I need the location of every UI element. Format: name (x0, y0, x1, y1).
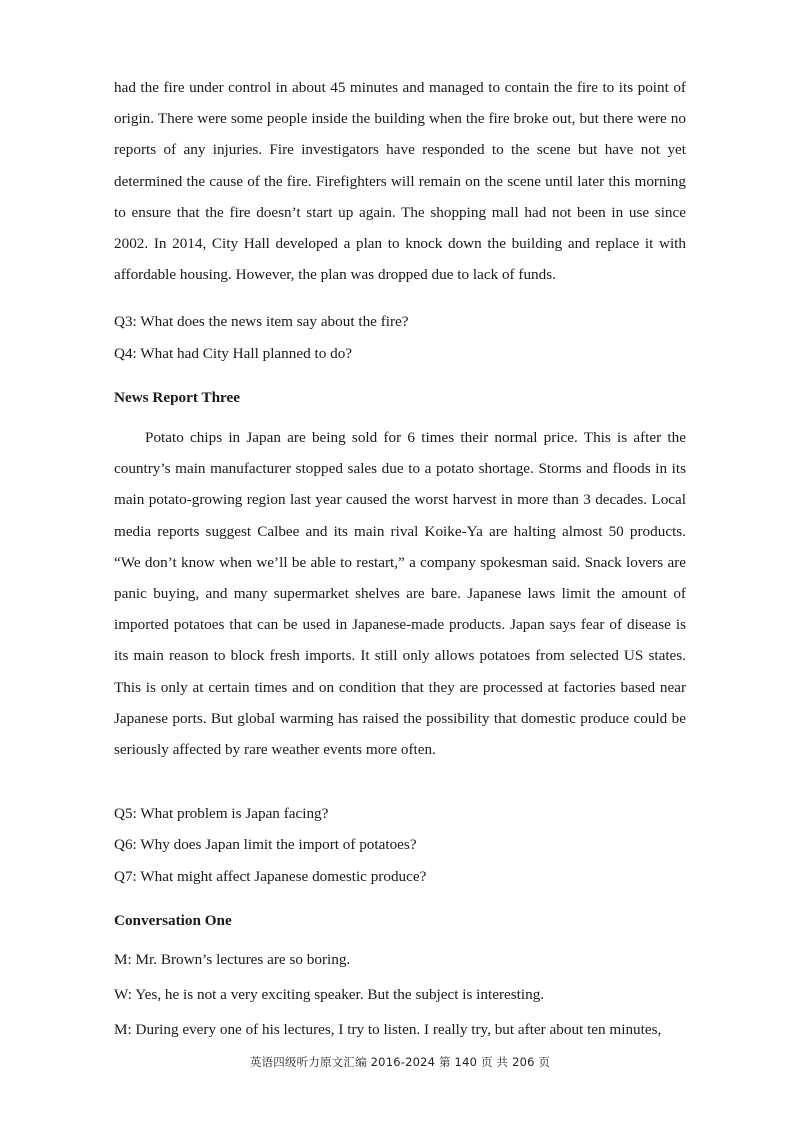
document-page (114, 72, 686, 1046)
question-5: Q5: What problem is Japan facing? (114, 805, 329, 823)
news-three-paragraph: Potato chips in Japan are being sold for 6 times their normal price. This is after the country’s main manufacturer stopped sales due to a potato shortage. Storms and floods in its main potato-growing region last year caused the worst harvest in more than 3 decades. Local media reports suggest Calbee and its main rival Koike-Ya are halting almost 50 products. “We don’t know when we’ll be able to restart,” a company spokesman said. Snack lovers are panic buying, and many supermarket shelves are bare. Japanese laws limit the amount of imported potatoes that can be used in Japanese-made products. Japan says fear of disease is its main reason to block fresh imports. It still only allows potatoes from selected US states. This is only at certain times and on condition that they are processed at factories based near Japanese ports. But global warming has raised the possibility that domestic produce could be seriously affected by rare weather events more often. (114, 429, 686, 759)
news-three-questions (114, 798, 686, 892)
page-footer: 英语四级听力原文汇编 2016-2024 第 140 页 共 206 页 (249, 1055, 551, 1069)
conversation-one-heading: Conversation One (114, 911, 232, 929)
question-4: Q4: What had City Hall planned to do? (114, 344, 353, 362)
dialogue-line: M: Mr. Brown’s lectures are so boring. (114, 951, 351, 969)
news-two-paragraph: had the fire under control in about 45 minutes and managed to contain the fire to its point of origin. There were some people inside the building when the fire broke out, but there were no reports of any injuries. Fire investigators have responded to the scene but have not yet determined the cause of the fire. Firefighters will remain on the scene until later this morning to ensure that the fire doesn’t start up again. The shopping mall had not been in use since 2002. In 2014, City Hall developed a plan to knock down the building and replace it with affordable housing. However, the plan was dropped due to lack of funds. (114, 79, 686, 284)
question-7: Q7: What might affect Japanese domestic produce? (114, 867, 427, 885)
news-report-three-heading: News Report Three (114, 388, 240, 406)
conversation-one-dialogue (114, 944, 686, 1046)
question-3: Q3: What does the news item say about the fire? (114, 313, 409, 331)
dialogue-line: M: During every one of his lectures, I try to listen. I really try, but after about ten minutes, (114, 1021, 662, 1039)
dialogue-line: W: Yes, he is not a very exciting speaker. But the subject is interesting. (114, 986, 545, 1004)
news-two-questions (114, 306, 686, 368)
question-6: Q6: Why does Japan limit the import of potatoes? (114, 836, 417, 854)
